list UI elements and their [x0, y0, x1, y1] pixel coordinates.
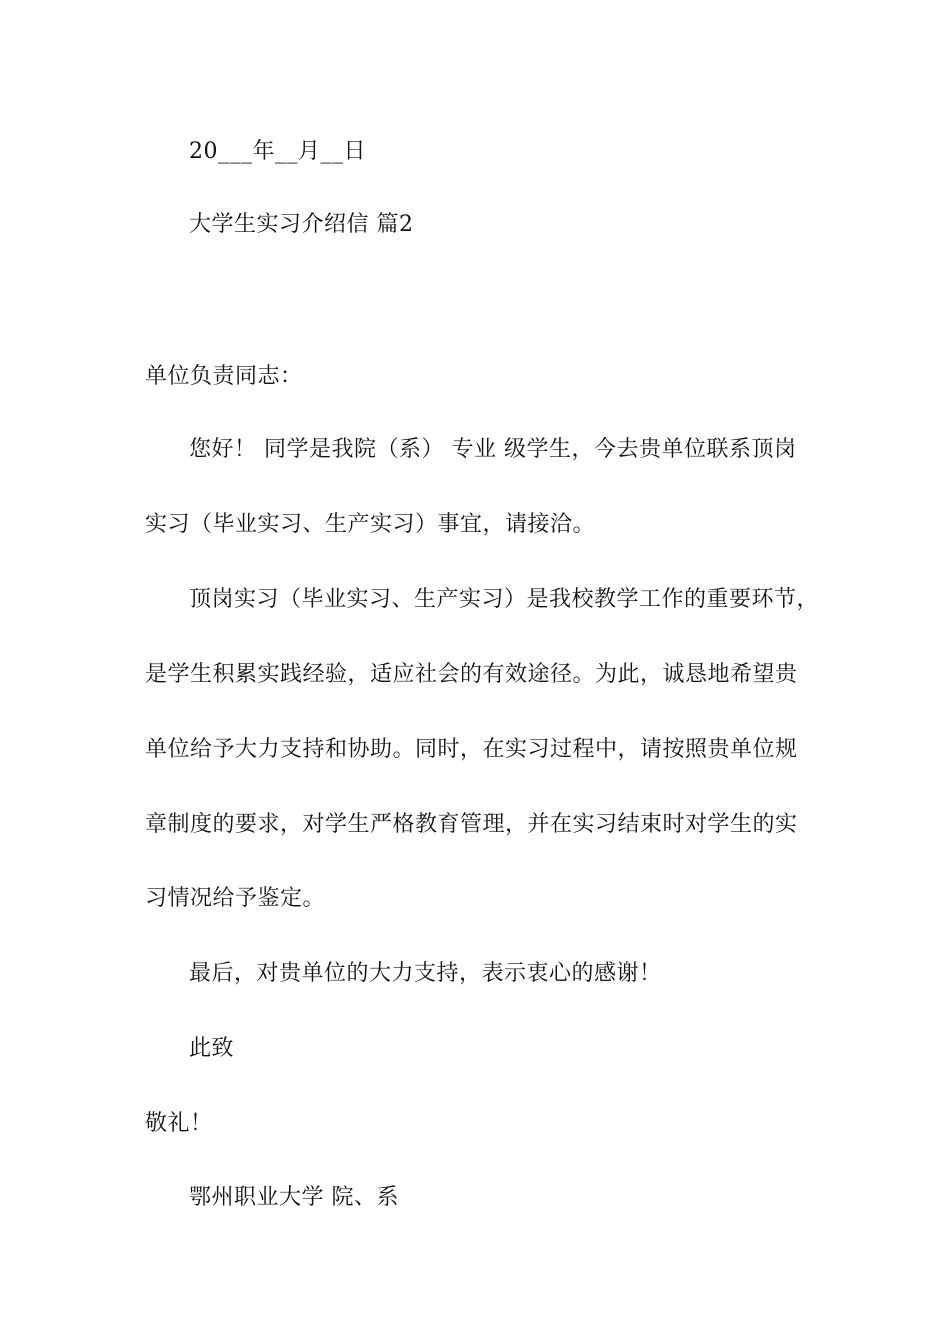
paragraph-line: 习情况给予鉴定。	[145, 886, 326, 911]
letter-heading: 大学生实习介绍信 篇2	[189, 212, 414, 237]
date-line: 20___年__月__日	[189, 139, 366, 164]
salutation: 单位负责同志：	[145, 364, 303, 389]
signature: 鄂州职业大学 院、系	[189, 1185, 399, 1210]
paragraph-line: 单位给予大力支持和协助。同时，在实习过程中，请按照贵单位规	[145, 737, 798, 762]
paragraph-line: 实习（毕业实习、生产实习）事宜，请接洽。	[145, 512, 596, 537]
paragraph-line: 顶岗实习（毕业实习、生产实习）是我校教学工作的重要环节，	[189, 587, 820, 612]
paragraph-line: 章制度的要求，对学生严格教育管理，并在实习结束时对学生的实	[145, 812, 798, 837]
paragraph-line: 最后，对贵单位的大力支持，表示衷心的感谢！	[189, 961, 662, 986]
paragraph-line: 您好！ 同学是我院（系） 专业 级学生，今去贵单位联系顶岗	[189, 437, 797, 462]
closing-line: 此致	[189, 1036, 235, 1061]
paragraph-line: 是学生积累实践经验，适应社会的有效途径。为此，诚恳地希望贵	[145, 662, 798, 687]
closing-line: 敬礼！	[145, 1111, 213, 1136]
